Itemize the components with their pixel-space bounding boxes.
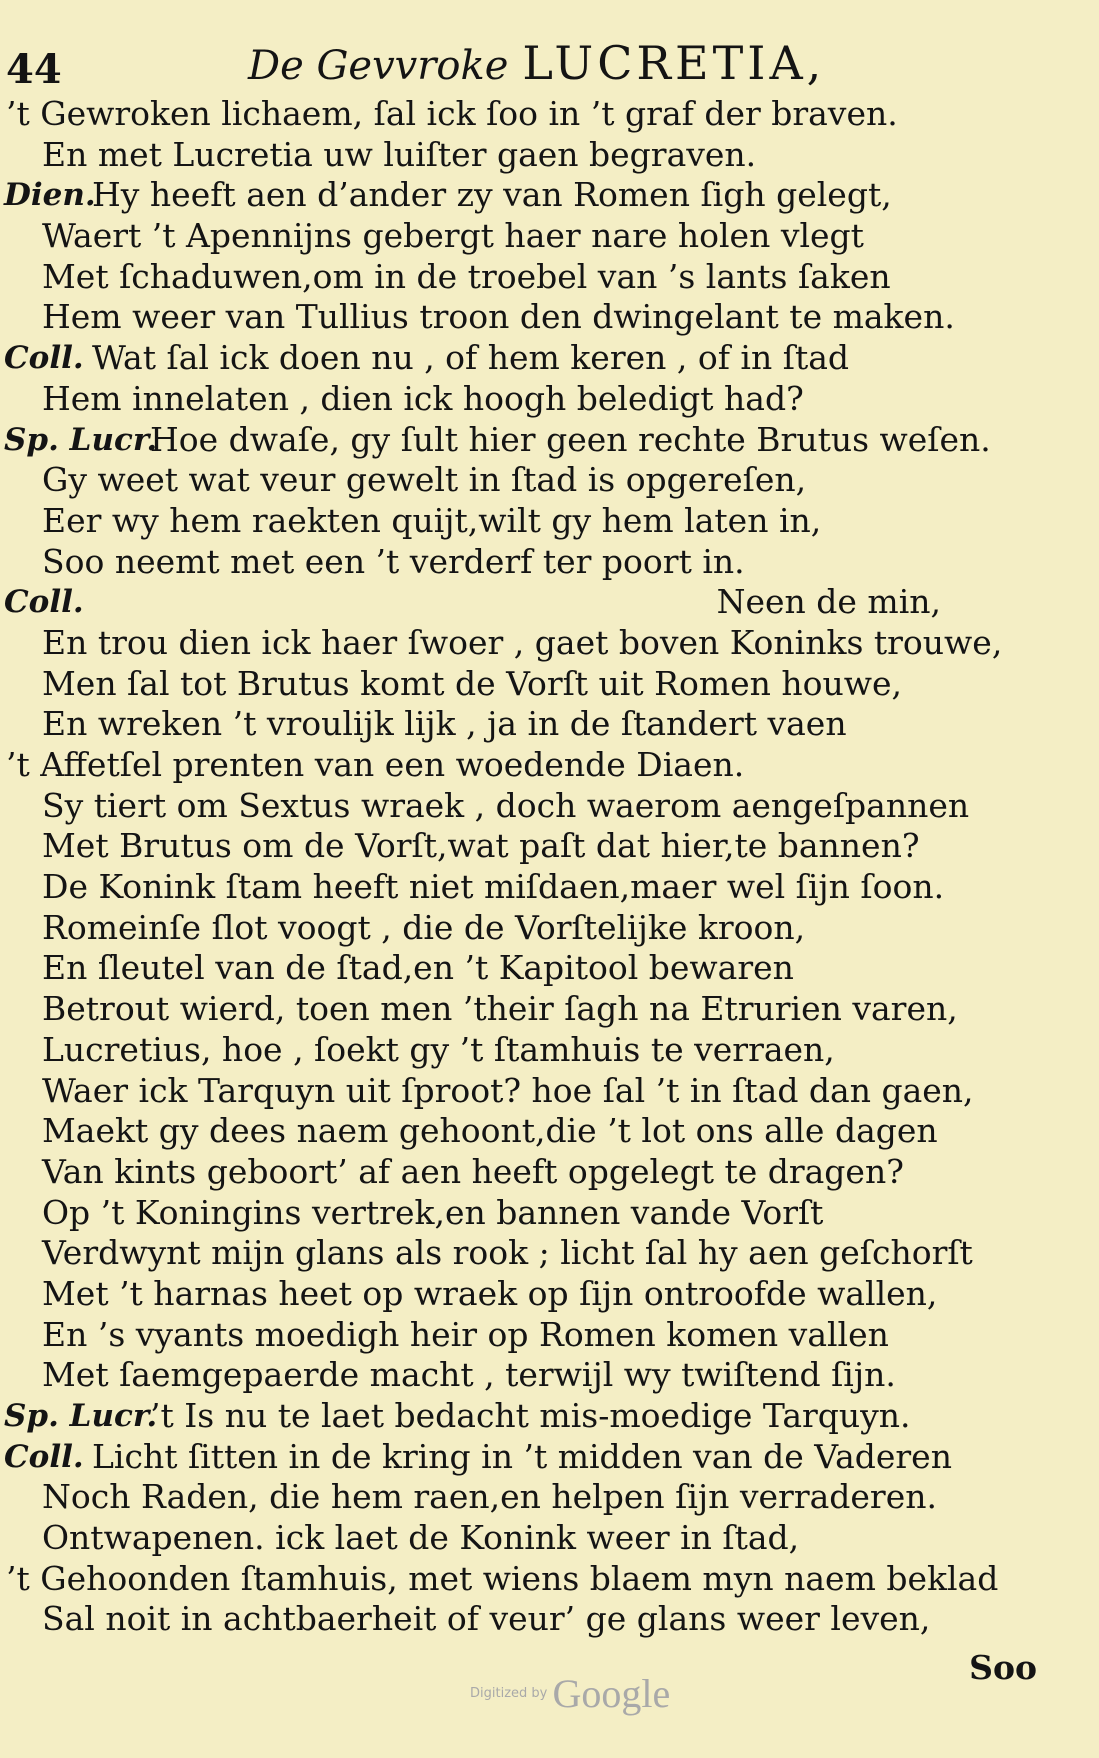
verse-line bbox=[0, 542, 1099, 583]
verse-line-continuation: Neen de min, bbox=[716, 582, 941, 622]
verse-line bbox=[0, 94, 1099, 135]
verse-line bbox=[0, 1559, 1099, 1600]
speaker-label: Coll. bbox=[4, 340, 84, 377]
digitized-label: Digitized by bbox=[470, 1686, 548, 1701]
running-title-italic: De Gevvroke bbox=[248, 43, 509, 89]
digitized-footer bbox=[470, 1670, 670, 1717]
verse-line-text: Hoe dwaſe, gy ſult hier geen rechte Brutus weſen. bbox=[150, 419, 991, 459]
verse-line-text: Waert ’t Apennijns gebergt haer nare holen vlegt bbox=[42, 216, 864, 256]
verse-line-text: De Konink ſtam heeft niet miſdaen,maer wel ſijn ſoon. bbox=[42, 867, 945, 907]
speaker-label: Coll. bbox=[4, 584, 84, 621]
running-title bbox=[248, 36, 825, 90]
verse-line-text: Eer wy hem raekten quijt,wilt gy hem laten in, bbox=[42, 500, 822, 540]
verse-line-text: Hem innelaten , dien ick hoogh beledigt had? bbox=[42, 378, 804, 418]
speaker-label: Coll. bbox=[4, 1438, 84, 1475]
verse-line-text: En trou dien ick haer ſwoer , gaet boven Koninks trouwe, bbox=[42, 622, 1003, 662]
verse-line-text: Met ’t harnas heet op wraek op ſijn ontroofde wallen, bbox=[42, 1273, 938, 1313]
verse-line-text: Waer ick Tarquyn uit ſproot? hoe ſal ’t in ſtad dan gaen, bbox=[42, 1070, 974, 1110]
verse-line bbox=[0, 582, 1099, 623]
verse-line bbox=[0, 379, 1099, 420]
verse-line-text: ’t Is nu te laet bedacht mis-moedige Tarquyn. bbox=[150, 1396, 911, 1435]
verse-line-text: Hem weer van Tullius troon den dwingelant te maken. bbox=[42, 297, 955, 337]
verse-line-text: Op ’t Koningins vertrek,en bannen vande Vorſt bbox=[42, 1192, 824, 1232]
verse-line bbox=[0, 297, 1099, 338]
verse-line-text: Noch Raden, die hem raen,en helpen ſijn verraderen. bbox=[42, 1477, 937, 1517]
verse-line-text: Soo neemt met een ’t verderf ter poort in. bbox=[42, 541, 745, 581]
verse-line-text: En ſleutel van de ſtad,en ’t Kapitool bewaren bbox=[42, 948, 794, 988]
verse-line-text: ’t Gewroken lichaem, ſal ick ſoo in ’t graf der braven. bbox=[6, 94, 898, 133]
verse-line-text: En met Lucretia uw luiſter gaen begraven. bbox=[42, 134, 757, 174]
page-number: 44 bbox=[6, 46, 62, 93]
catchword: Soo bbox=[969, 1648, 1037, 1687]
verse-line bbox=[0, 257, 1099, 298]
verse-line bbox=[0, 1477, 1099, 1518]
verse-line-text: ’t Gehoonden ſtamhuis, met wiens blaem myn naem beklad bbox=[6, 1558, 999, 1598]
verse-line bbox=[0, 826, 1099, 867]
page-header bbox=[0, 28, 1099, 93]
verse-line-text: Sal noit in achtbaerheit of veur’ ge glans weer leven, bbox=[42, 1599, 931, 1639]
verse-line bbox=[0, 460, 1099, 501]
verse-line bbox=[0, 501, 1099, 542]
verse-line-text: Romeinſe ſlot voogt , die de Vorſtelijke kroon, bbox=[42, 907, 806, 947]
speaker-label: Dien. bbox=[4, 177, 96, 214]
verse-line bbox=[0, 786, 1099, 827]
verse-line bbox=[0, 664, 1099, 705]
verse-line bbox=[0, 175, 1099, 216]
verse-line-text: En ’s vyants moedigh heir op Romen komen vallen bbox=[42, 1314, 889, 1354]
verse-line-text: Met ſaemgepaerde macht , terwijl wy twiſtend ſijn. bbox=[42, 1355, 896, 1395]
verse-line bbox=[0, 1518, 1099, 1559]
verse-line-text: En wreken ’t vroulijk lijk , ja in de ſtandert vaen bbox=[42, 704, 847, 744]
verse-line-text: Hy heeft aen d’ander zy van Romen ſigh gelegt, bbox=[92, 175, 892, 215]
verse-line-text: Met ſchaduwen,om in de troebel van ’s lants ſaken bbox=[42, 256, 891, 296]
verse-line-text: ’t Affetſel prenten van een woedende Diaen. bbox=[6, 745, 745, 784]
verse-line bbox=[0, 338, 1099, 379]
verse-line bbox=[0, 989, 1099, 1030]
verse-line bbox=[0, 1152, 1099, 1193]
verse-line-text: Betrout wierd, toen men ’their ſagh na Etrurien varen, bbox=[42, 989, 958, 1029]
verse-line-text: Met Brutus om de Vorſt,wat paſt dat hier,te bannen? bbox=[42, 826, 920, 866]
verse-line bbox=[0, 623, 1099, 664]
verse-line-text: Van kints geboort’ af aen heeft opgelegt te dragen? bbox=[42, 1151, 904, 1191]
verse-line bbox=[0, 745, 1099, 786]
verse-line bbox=[0, 420, 1099, 461]
verse-line-text: Maekt gy dees naem gehoont,die ’t lot ons alle dagen bbox=[42, 1111, 938, 1151]
speaker-label: Sp. Lucr. bbox=[4, 1398, 158, 1434]
verse-line-text: Lucretius, hoe , ſoekt gy ’t ſtamhuis te verraen, bbox=[42, 1029, 835, 1069]
verse-line-text: Men ſal tot Brutus komt de Vorſt uit Romen houwe, bbox=[42, 663, 903, 703]
google-logo: Google bbox=[552, 1671, 671, 1716]
verse-line-text: Wat ſal ick doen nu , of hem keren , of in ſtad bbox=[92, 338, 850, 378]
verse-line bbox=[0, 867, 1099, 908]
running-title-caps: LUCRETIA, bbox=[522, 36, 826, 90]
verse-line bbox=[0, 704, 1099, 745]
verse-text bbox=[0, 94, 1099, 1640]
verse-line bbox=[0, 1315, 1099, 1356]
verse-line-text: Sy tiert om Sextus wraek , doch waerom aengeſpannen bbox=[42, 785, 970, 825]
verse-line bbox=[0, 1193, 1099, 1234]
verse-line bbox=[0, 135, 1099, 176]
verse-line bbox=[0, 1071, 1099, 1112]
verse-line bbox=[0, 216, 1099, 257]
speaker-label: Sp. Lucr. bbox=[4, 421, 158, 458]
verse-line bbox=[0, 1030, 1099, 1071]
verse-line bbox=[0, 1274, 1099, 1315]
verse-line bbox=[0, 948, 1099, 989]
verse-line bbox=[0, 1599, 1099, 1640]
verse-line bbox=[0, 908, 1099, 949]
verse-line-text: Licht ſitten in de kring in ’t midden van de Vaderen bbox=[92, 1436, 952, 1476]
verse-line-text: Verdwynt mijn glans als rook ; licht ſal hy aen geſchorſt bbox=[42, 1233, 973, 1273]
verse-line bbox=[0, 1233, 1099, 1274]
verse-line bbox=[0, 1355, 1099, 1396]
verse-line bbox=[0, 1437, 1099, 1478]
verse-line bbox=[0, 1396, 1099, 1437]
verse-line bbox=[0, 1111, 1099, 1152]
verse-line-text: Ontwapenen. ick laet de Konink weer in ſtad, bbox=[42, 1518, 800, 1558]
verse-line-text: Gy weet wat veur gewelt in ſtad is opgereſen, bbox=[42, 460, 807, 500]
